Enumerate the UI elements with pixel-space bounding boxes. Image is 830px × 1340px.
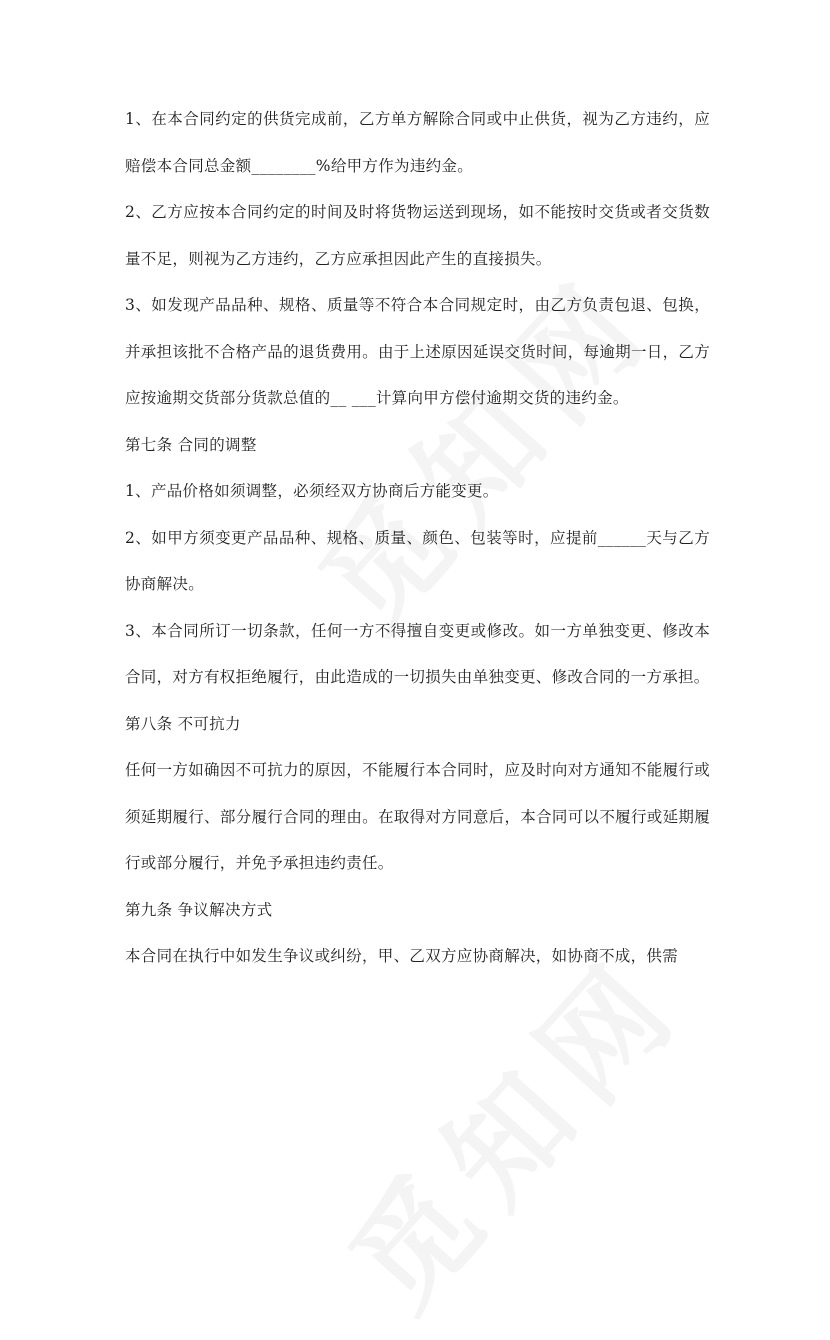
document-body [125,96,710,980]
section-heading: 第七条 合同的调整 [125,435,257,454]
clause-paragraph: 2、如甲方须变更产品品种、规格、质量、颜色、包装等时，应提前______天与乙方协商解决。 [125,528,710,593]
clause-paragraph: 本合同在执行中如发生争议或纠纷，甲、乙双方应协商解决，如协商不成，供需 [125,947,679,965]
clause-paragraph: 任何一方如确因不可抗力的原因，不能履行本合同时，应及时向对方通知不能履行或须延期履行、部分履行合同的理由。在取得对方同意后，本合同可以不履行或延期履行或部分履行，并免予承担违约责任。 [125,761,710,872]
clause-paragraph: 1、在本合同约定的供货完成前，乙方单方解除合同或中止供货，视为乙方违约，应赔偿本合同总金额________%给甲方作为违约金。 [125,110,710,175]
clause-paragraph: 3、如发现产品品种、规格、质量等不符合本合同规定时，由乙方负责包退、包换，并承担该批不合格产品的退货费用。由于上述原因延误交货时间，每逾期一日，乙方应按逾期交货部分货款总值的__ ___计算向甲方偿付逾期交货的违约金。 [125,296,710,407]
clause-paragraph: 2、乙方应按本合同约定的时间及时将货物运送到现场，如不能按时交货或者交货数量不足，则视为乙方违约，乙方应承担因此产生的直接损失。 [125,203,710,268]
clause-paragraph: 1、产品价格如须调整，必须经双方协商后方能变更。 [125,482,499,500]
section-heading: 第九条 争议解决方式 [125,900,273,919]
section-heading: 第八条 不可抗力 [125,714,241,733]
clause-paragraph: 3、本合同所订一切条款，任何一方不得擅自变更或修改。如一方单独变更、修改本合同，对方有权拒绝履行，由此造成的一切损失由单独变更、修改合同的一方承担。 [125,621,710,686]
